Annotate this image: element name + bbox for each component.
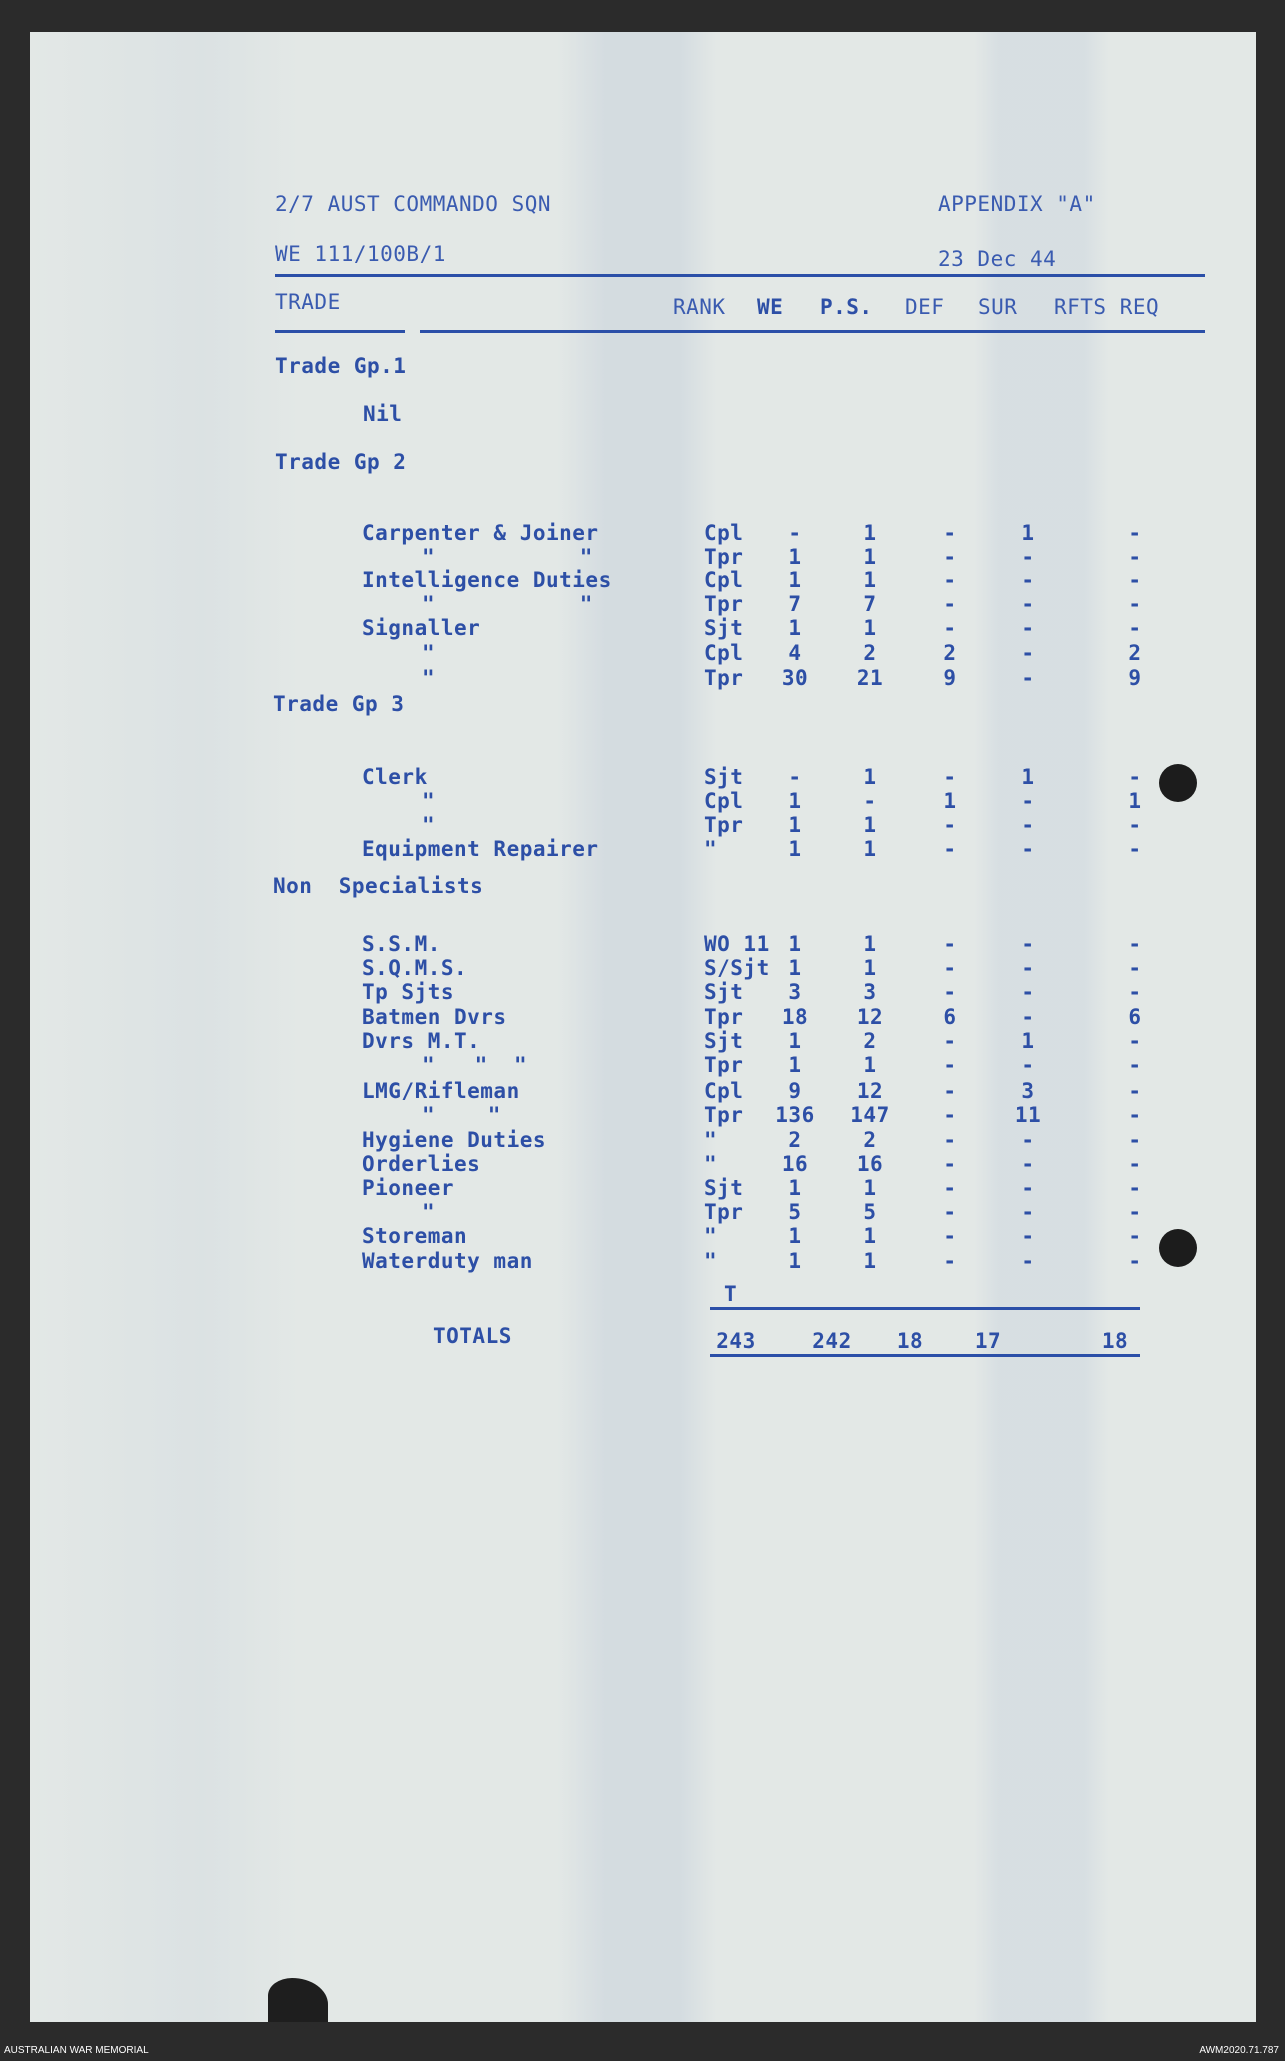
- cell-rfts: -: [1128, 1200, 1142, 1224]
- cell-def: -: [943, 932, 957, 956]
- cell-we: 16: [781, 1152, 809, 1176]
- cell-rfts: -: [1128, 932, 1142, 956]
- cell-def: -: [943, 568, 957, 592]
- cell-rfts: -: [1128, 1176, 1142, 1200]
- cell-trade: Clerk: [362, 765, 428, 789]
- cell-trade: Equipment Repairer: [362, 837, 599, 861]
- cell-ps: 1: [863, 1053, 877, 1077]
- cell-ps: 1: [863, 837, 877, 861]
- cell-rfts: 1: [1128, 789, 1142, 813]
- group-gp1-nil: Nil: [363, 402, 403, 426]
- cell-sur: -: [1021, 980, 1035, 1004]
- col-rfts: RFTS REQ: [1054, 295, 1160, 319]
- cell-sur: -: [1021, 789, 1035, 813]
- group-heading-trade-gp1: Trade Gp.1: [275, 354, 407, 378]
- cell-sur: -: [1021, 956, 1035, 980]
- cell-ps: 7: [863, 592, 877, 616]
- cell-rank: ": [704, 1152, 718, 1176]
- cell-sur: -: [1021, 932, 1035, 956]
- cell-ps: 147: [850, 1103, 890, 1127]
- cell-def: 6: [943, 1005, 957, 1029]
- cell-def: 2: [943, 641, 957, 665]
- cell-ps: 1: [863, 956, 877, 980]
- cell-sur: -: [1021, 568, 1035, 592]
- column-heading-rule-left: [275, 330, 405, 333]
- cell-rank: Sjt: [704, 765, 744, 789]
- col-def: DEF: [905, 295, 945, 319]
- cell-rfts: -: [1128, 1224, 1142, 1248]
- cell-trade: Batmen Dvrs: [362, 1005, 507, 1029]
- cell-ps: 1: [863, 616, 877, 640]
- cell-def: -: [943, 1152, 957, 1176]
- cell-rank: Sjt: [704, 980, 744, 1004]
- cell-def: -: [943, 837, 957, 861]
- cell-ps: 1: [863, 1249, 877, 1273]
- totals-mark: T: [724, 1282, 738, 1306]
- cell-rank: Tpr: [704, 666, 744, 690]
- cell-we: 1: [788, 837, 802, 861]
- cell-rank: Tpr: [704, 545, 744, 569]
- cell-rank: ": [704, 1249, 718, 1273]
- cell-we: 1: [788, 789, 802, 813]
- cell-sur: -: [1021, 1249, 1035, 1273]
- cell-rank: ": [704, 837, 718, 861]
- cell-ps: 2: [863, 1128, 877, 1152]
- cell-rfts: -: [1128, 616, 1142, 640]
- cell-def: -: [943, 1103, 957, 1127]
- cell-we: 1: [788, 813, 802, 837]
- cell-sur: 1: [1021, 765, 1035, 789]
- cell-rfts: -: [1128, 592, 1142, 616]
- cell-rfts: 9: [1128, 666, 1142, 690]
- cell-rank: Sjt: [704, 1029, 744, 1053]
- cell-rank: Cpl: [704, 568, 744, 592]
- total-sur: 17: [974, 1329, 1002, 1353]
- cell-trade: LMG/Rifleman: [362, 1079, 520, 1103]
- cell-def: -: [943, 1200, 957, 1224]
- cell-sur: -: [1021, 1005, 1035, 1029]
- cell-trade: Orderlies: [362, 1152, 481, 1176]
- cell-def: -: [943, 521, 957, 545]
- col-we: WE: [757, 295, 784, 319]
- cell-rank: Tpr: [704, 1053, 744, 1077]
- cell-rfts: -: [1128, 956, 1142, 980]
- cell-ps: 1: [863, 1224, 877, 1248]
- cell-def: -: [943, 545, 957, 569]
- header-rule: [275, 274, 1205, 277]
- cell-ps: 3: [863, 980, 877, 1004]
- cell-trade: Signaller: [362, 616, 481, 640]
- punch-hole-bottom: [1159, 1229, 1197, 1267]
- cell-ps: 1: [863, 1176, 877, 1200]
- cell-sur: -: [1021, 1128, 1035, 1152]
- group-heading-non-specialists: Non Specialists: [273, 874, 484, 898]
- cell-we: 5: [788, 1200, 802, 1224]
- cell-ps: 12: [856, 1079, 884, 1103]
- cell-sur: -: [1021, 1200, 1035, 1224]
- total-rfts: 18: [1101, 1329, 1129, 1353]
- cell-ps: 12: [856, 1005, 884, 1029]
- cell-trade: Waterduty man: [362, 1249, 533, 1273]
- cell-trade: " ": [422, 592, 593, 616]
- cell-rfts: 2: [1128, 641, 1142, 665]
- cell-rank: Tpr: [704, 1200, 744, 1224]
- cell-sur: -: [1021, 813, 1035, 837]
- cell-sur: -: [1021, 616, 1035, 640]
- cell-rank: WO 11: [704, 932, 770, 956]
- cell-ps: 16: [856, 1152, 884, 1176]
- cell-sur: -: [1021, 592, 1035, 616]
- cell-rfts: -: [1128, 521, 1142, 545]
- footer-accession: AWM2020.71.787: [1199, 2045, 1279, 2056]
- cell-we: 18: [781, 1005, 809, 1029]
- cell-sur: -: [1021, 641, 1035, 665]
- cell-we: 1: [788, 568, 802, 592]
- col-ps: P.S.: [820, 295, 873, 319]
- cell-trade: S.Q.M.S.: [362, 956, 468, 980]
- totals-rule-top: [710, 1307, 1140, 1310]
- cell-ps: 1: [863, 545, 877, 569]
- cell-rank: Sjt: [704, 1176, 744, 1200]
- cell-we: 30: [781, 666, 809, 690]
- cell-rank: Tpr: [704, 1103, 744, 1127]
- cell-rank: Cpl: [704, 1079, 744, 1103]
- cell-rank: ": [704, 1128, 718, 1152]
- cell-we: -: [788, 765, 802, 789]
- cell-ps: 1: [863, 813, 877, 837]
- cell-rfts: -: [1128, 545, 1142, 569]
- cell-trade: Pioneer: [362, 1176, 455, 1200]
- cell-ps: -: [863, 789, 877, 813]
- cell-ps: 1: [863, 765, 877, 789]
- cell-ps: 2: [863, 641, 877, 665]
- cell-rfts: -: [1128, 1079, 1142, 1103]
- document-page: [30, 32, 1256, 2022]
- cell-trade: S.S.M.: [362, 932, 441, 956]
- cell-rank: Cpl: [704, 641, 744, 665]
- totals-label: TOTALS: [433, 1324, 512, 1348]
- cell-def: -: [943, 765, 957, 789]
- cell-rank: Tpr: [704, 813, 744, 837]
- cell-we: 1: [788, 932, 802, 956]
- cell-ps: 5: [863, 1200, 877, 1224]
- punch-hole-top: [1159, 764, 1197, 802]
- total-def: 18: [896, 1329, 924, 1353]
- cell-rfts: -: [1128, 1249, 1142, 1273]
- cell-def: -: [943, 956, 957, 980]
- cell-we: -: [788, 521, 802, 545]
- col-trade: TRADE: [275, 290, 341, 314]
- cell-def: 9: [943, 666, 957, 690]
- cell-rfts: -: [1128, 837, 1142, 861]
- cell-def: 1: [943, 789, 957, 813]
- total-ps: 242: [812, 1329, 852, 1353]
- footer-source: AUSTRALIAN WAR MEMORIAL: [4, 2045, 149, 2056]
- cell-rank: Tpr: [704, 592, 744, 616]
- unit-title: 2/7 AUST COMMANDO SQN: [275, 192, 552, 216]
- cell-trade: " ": [422, 1103, 501, 1127]
- cell-we: 3: [788, 980, 802, 1004]
- col-rank: RANK: [673, 295, 726, 319]
- cell-trade: Tp Sjts: [362, 980, 455, 1004]
- cell-rfts: 6: [1128, 1005, 1142, 1029]
- cell-ps: 1: [863, 932, 877, 956]
- cell-rfts: -: [1128, 813, 1142, 837]
- cell-sur: -: [1021, 837, 1035, 861]
- cell-def: -: [943, 592, 957, 616]
- cell-sur: -: [1021, 1053, 1035, 1077]
- cell-rfts: -: [1128, 1053, 1142, 1077]
- cell-ps: 2: [863, 1029, 877, 1053]
- cell-def: -: [943, 980, 957, 1004]
- cell-def: -: [943, 616, 957, 640]
- cell-def: -: [943, 1053, 957, 1077]
- group-heading-trade-gp2: Trade Gp 2: [275, 450, 407, 474]
- cell-rfts: -: [1128, 765, 1142, 789]
- cell-def: -: [943, 1176, 957, 1200]
- cell-rank: Cpl: [704, 789, 744, 813]
- cell-we: 1: [788, 1053, 802, 1077]
- cell-sur: 11: [1014, 1103, 1042, 1127]
- cell-we: 4: [788, 641, 802, 665]
- cell-trade: ": [422, 813, 436, 837]
- cell-rfts: -: [1128, 568, 1142, 592]
- cell-rfts: -: [1128, 1029, 1142, 1053]
- cell-we: 2: [788, 1128, 802, 1152]
- cell-rank: Sjt: [704, 616, 744, 640]
- cell-rfts: -: [1128, 1152, 1142, 1176]
- cell-sur: -: [1021, 1176, 1035, 1200]
- cell-rank: Cpl: [704, 521, 744, 545]
- cell-rfts: -: [1128, 1128, 1142, 1152]
- cell-we: 1: [788, 1224, 802, 1248]
- cell-def: -: [943, 1128, 957, 1152]
- cell-trade: " ": [422, 545, 593, 569]
- cell-def: -: [943, 1249, 957, 1273]
- cell-we: 1: [788, 1176, 802, 1200]
- cell-we: 1: [788, 1029, 802, 1053]
- cell-def: -: [943, 813, 957, 837]
- cell-ps: 1: [863, 521, 877, 545]
- column-heading-rule-right: [420, 330, 1205, 333]
- cell-trade: ": [422, 789, 436, 813]
- cell-def: -: [943, 1079, 957, 1103]
- cell-we: 9: [788, 1079, 802, 1103]
- cell-rank: Tpr: [704, 1005, 744, 1029]
- cell-trade: Storeman: [362, 1224, 468, 1248]
- cell-sur: -: [1021, 1152, 1035, 1176]
- col-sur: SUR: [978, 295, 1018, 319]
- group-heading-trade-gp3: Trade Gp 3: [273, 692, 405, 716]
- cell-sur: 3: [1021, 1079, 1035, 1103]
- cell-rfts: -: [1128, 980, 1142, 1004]
- cell-we: 1: [788, 545, 802, 569]
- cell-trade: Carpenter & Joiner: [362, 521, 599, 545]
- total-we: 243: [716, 1329, 756, 1353]
- appendix-label: APPENDIX "A": [938, 192, 1096, 216]
- cell-sur: 1: [1021, 1029, 1035, 1053]
- cell-trade: Intelligence Duties: [362, 568, 612, 592]
- cell-def: -: [943, 1029, 957, 1053]
- cell-def: -: [943, 1224, 957, 1248]
- cell-sur: -: [1021, 545, 1035, 569]
- cell-we: 1: [788, 616, 802, 640]
- cell-trade: " " ": [422, 1053, 528, 1077]
- totals-rule-bottom: [710, 1354, 1140, 1357]
- cell-rank: S/Sjt: [704, 956, 770, 980]
- cell-trade: ": [422, 1200, 436, 1224]
- cell-ps: 21: [856, 666, 884, 690]
- reference-number: WE 111/100B/1: [275, 242, 446, 266]
- cell-sur: 1: [1021, 521, 1035, 545]
- cell-we: 1: [788, 1249, 802, 1273]
- cell-sur: -: [1021, 666, 1035, 690]
- cell-we: 136: [775, 1103, 815, 1127]
- cell-trade: Hygiene Duties: [362, 1128, 547, 1152]
- cell-we: 1: [788, 956, 802, 980]
- cell-rank: ": [704, 1224, 718, 1248]
- cell-trade: ": [422, 641, 436, 665]
- cell-trade: Dvrs M.T.: [362, 1029, 481, 1053]
- cell-we: 7: [788, 592, 802, 616]
- cell-rfts: -: [1128, 1103, 1142, 1127]
- cell-trade: ": [422, 666, 436, 690]
- document-date: 23 Dec 44: [938, 247, 1057, 271]
- cell-sur: -: [1021, 1224, 1035, 1248]
- cell-ps: 1: [863, 568, 877, 592]
